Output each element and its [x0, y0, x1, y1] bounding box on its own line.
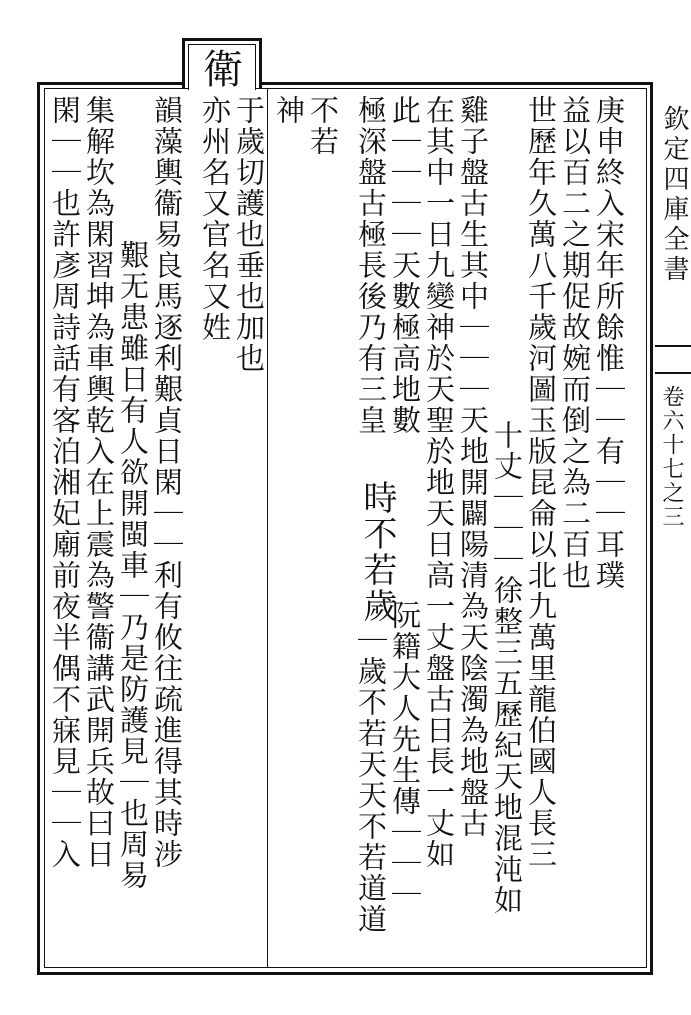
collection-title: 欽定四庫全書 — [659, 105, 689, 285]
text-column: 閑｜｜也許彥周詩話有客泊湘妃廟前夜半偶不寐見｜｜入 — [48, 95, 82, 870]
edge-divider — [655, 345, 691, 347]
text-column: ｜歲不若天天不若道道 — [354, 625, 388, 935]
text-column: 神 — [272, 95, 306, 126]
text-column: 亦州名又官名又姓 — [198, 95, 232, 343]
edge-divider — [655, 372, 691, 374]
text-column: 時不若歲 — [357, 480, 397, 624]
text-column: 在其中一日九變神於天聖於地天日高一丈盤古日長一丈如 — [422, 95, 456, 870]
text-column: 韻藻輿衞易良馬逐利艱貞日閑｜｜利有攸往疏進得其時涉 — [150, 95, 184, 870]
text-column: 于歲切護也垂也加也 — [232, 95, 266, 374]
text-column: 世歷年久萬八千歲河圖玉版昆侖以北九萬里龍伯國人長三 — [524, 95, 558, 870]
section-divider — [267, 88, 268, 968]
text-column: 益以百二之期促故婉而倒之為二百也 — [558, 95, 592, 591]
text-column: 極深盤古極長後乃有三皇 — [354, 95, 388, 436]
text-column: 阮籍大人先生傳｜｜｜ — [388, 600, 422, 910]
headword: 衛 — [203, 47, 243, 93]
text-column: 雞子盤古生其中｜｜｜天地開闢陽清為天陰濁為地盤古 — [456, 95, 490, 839]
text-column: 庚申終入宋年所餘惟｜｜有｜｜耳璞 — [592, 95, 626, 591]
text-column: 十丈｜｜｜徐整三五歷紀天地混沌如 — [490, 420, 524, 916]
text-column: 集解坎為閑習坤為車輿乾入在上震為警衞講武開兵故曰日 — [82, 95, 116, 870]
text-column: 艱无患雖日有人欲開閩車｜乃是防護見｜也周易 — [116, 240, 150, 891]
text-column: 不若 — [306, 95, 340, 157]
text-column: 此｜｜｜｜天數極高地數 — [388, 95, 422, 436]
volume-label: 卷六十七之三 — [659, 385, 684, 529]
